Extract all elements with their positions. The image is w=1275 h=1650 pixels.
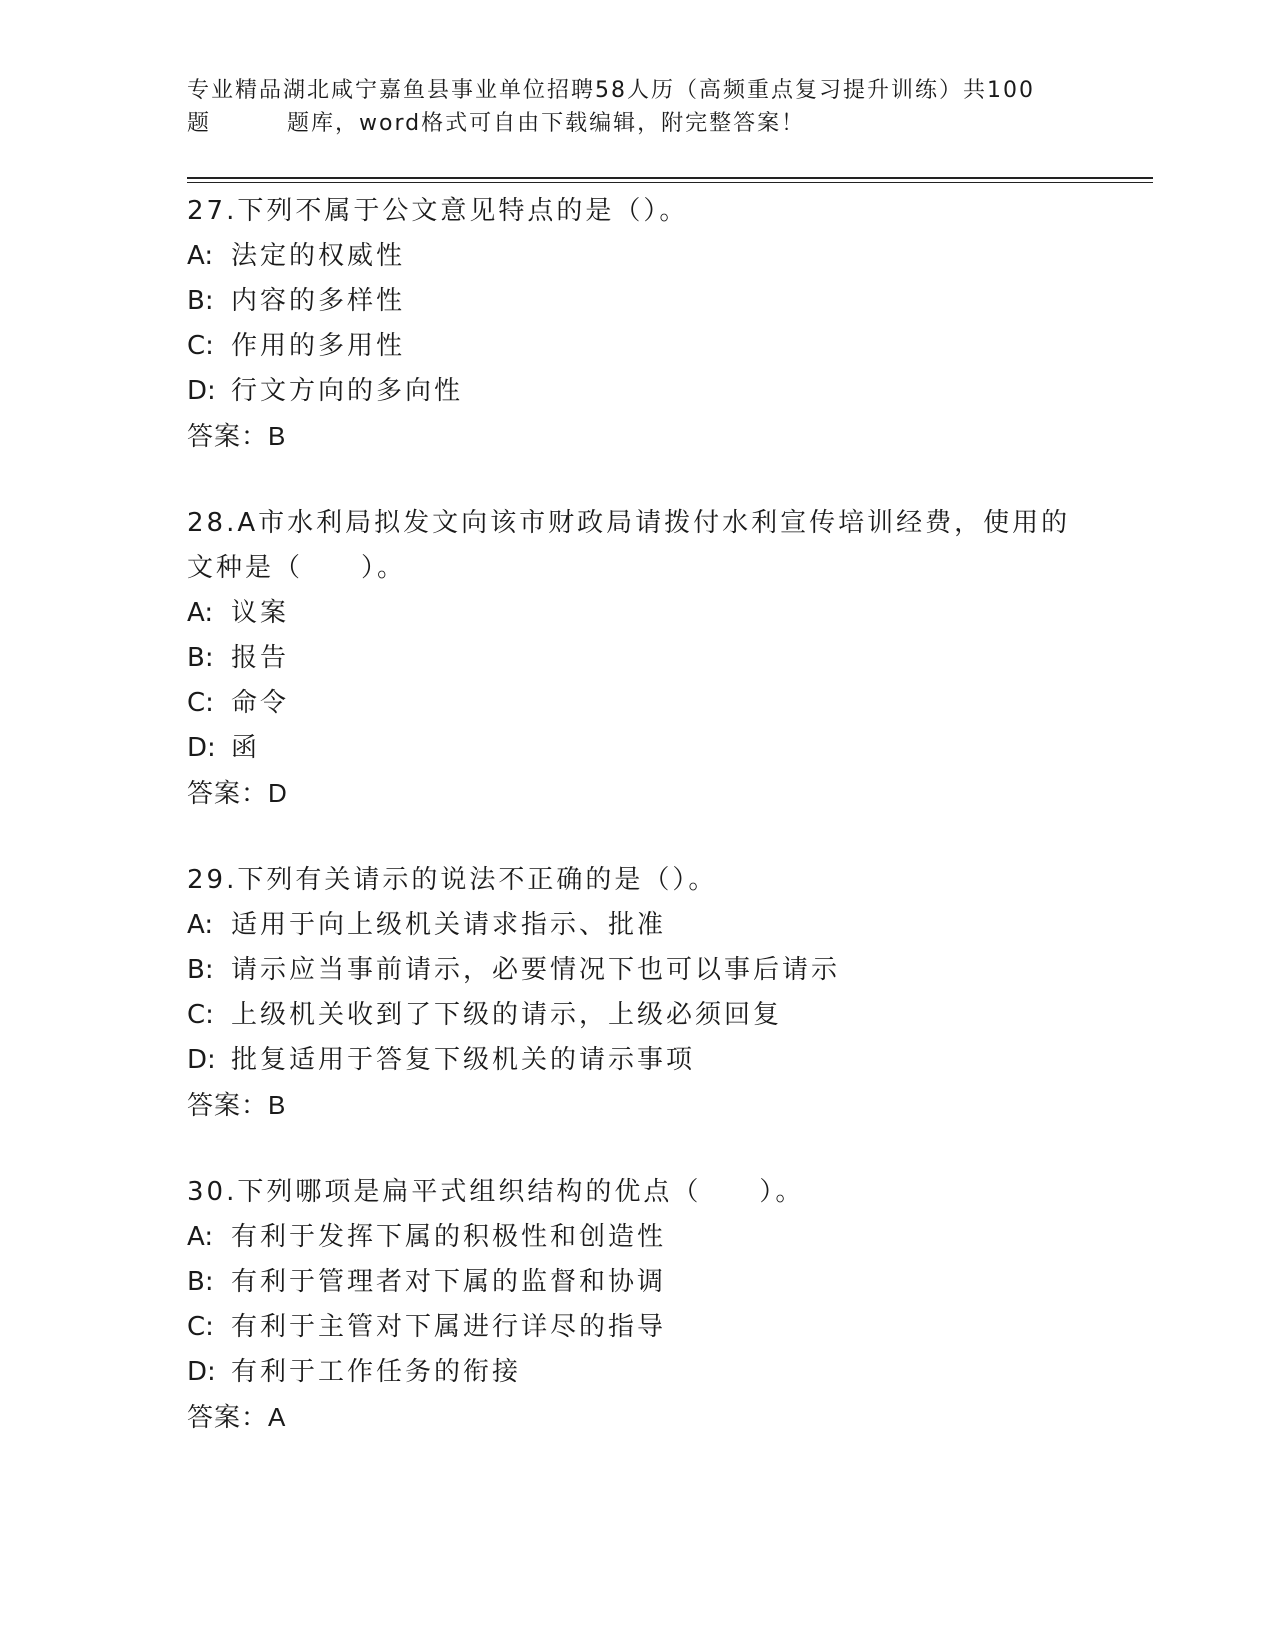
document-header <box>187 74 1087 140</box>
option-d: D: 有利于工作任务的衔接 <box>187 1357 522 1387</box>
question-stem: 29.下列有关请示的说法不正确的是（）。 <box>187 865 718 895</box>
answer-line: 答案：B <box>187 421 287 451</box>
question-27 <box>187 189 1087 459</box>
answer-line: 答案：B <box>187 1090 287 1120</box>
option-b: B: 有利于管理者对下属的监督和协调 <box>187 1267 667 1297</box>
header-line-1: 专业精品湖北咸宁嘉鱼县事业单位招聘58人历（高频重点复习提升训练）共100 <box>187 78 1035 103</box>
question-stem: 27.下列不属于公文意见特点的是（）。 <box>187 196 689 226</box>
option-d: D: 行文方向的多向性 <box>187 376 464 406</box>
question-stem: 30.下列哪项是扁平式组织结构的优点（ ）。 <box>187 1177 805 1207</box>
answer-line: 答案：A <box>187 1402 287 1432</box>
option-a: A: 法定的权威性 <box>187 241 406 271</box>
option-c: C: 命令 <box>187 688 290 718</box>
header-line-2a: 题 <box>187 111 212 136</box>
question-29 <box>187 858 1087 1128</box>
option-a: A: 有利于发挥下属的积极性和创造性 <box>187 1222 667 1252</box>
option-a: A: 议案 <box>187 598 290 628</box>
option-b: B: 请示应当事前请示，必要情况下也可以事后请示 <box>187 955 841 985</box>
header-line-2b: 题库，word格式可自由下载编辑，附完整答案！ <box>287 111 806 136</box>
option-d: D: 函 <box>187 733 261 763</box>
option-a: A: 适用于向上级机关请求指示、批准 <box>187 910 667 940</box>
question-30 <box>187 1170 1087 1440</box>
header-divider-thick <box>187 177 1153 179</box>
option-b: B: 报告 <box>187 643 290 673</box>
option-d: D: 批复适用于答复下级机关的请示事项 <box>187 1045 696 1075</box>
option-b: B: 内容的多样性 <box>187 286 406 316</box>
question-28 <box>187 501 1087 816</box>
option-c: C: 作用的多用性 <box>187 331 406 361</box>
answer-line: 答案：D <box>187 778 288 808</box>
option-c: C: 有利于主管对下属进行详尽的指导 <box>187 1312 667 1342</box>
option-c: C: 上级机关收到了下级的请示，上级必须回复 <box>187 1000 783 1030</box>
question-list <box>187 189 1087 1482</box>
header-divider-thin <box>187 182 1153 183</box>
question-stem: 28.A市水利局拟发文向该市财政局请拨付水利宣传培训经费，使用的文种是（ ）。 <box>187 508 1071 583</box>
